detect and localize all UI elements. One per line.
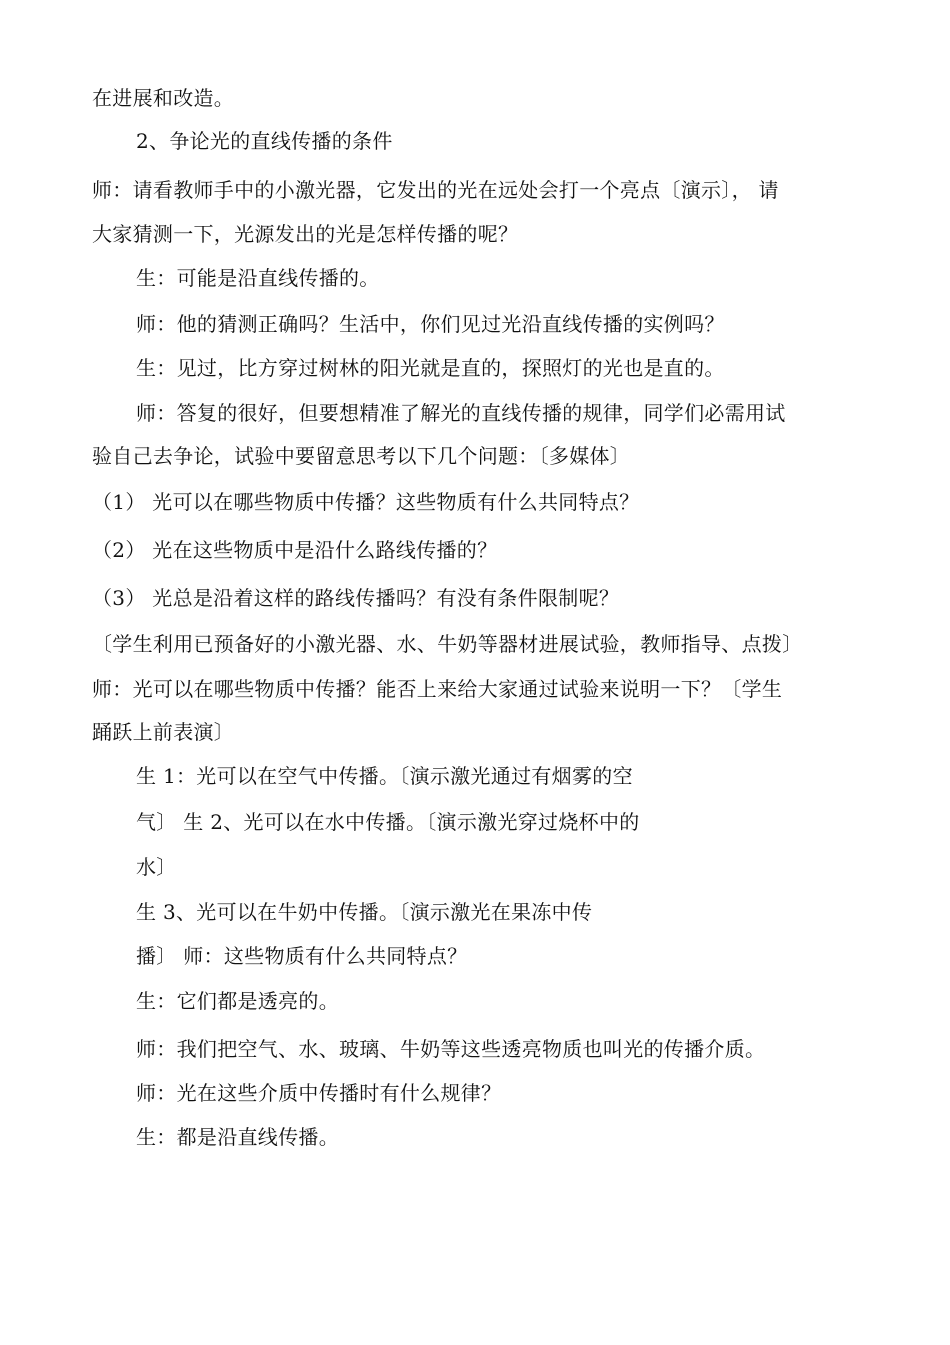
text-line: 师：请看教师手中的小激光器，它发出的光在远处会打一个亮点〔演示〕， 请: [92, 178, 779, 202]
text-line: 生：它们都是透亮的。: [136, 989, 339, 1013]
text-line: 生：都是沿直线传播。: [136, 1125, 339, 1149]
text-line: 生：见过，比方穿过树林的阳光就是直的，探照灯的光也是直的。: [136, 356, 725, 380]
text-line: 师：光可以在哪些物质中传播？能否上来给大家通过试验来说明一下？〔学生: [92, 677, 783, 701]
text-line: 播〕 师：这些物质有什么共同特点？: [136, 944, 468, 968]
text-line: 气〕 生 2、光可以在水中传播。〔演示激光穿过烧杯中的: [136, 810, 640, 834]
text-line: 大家猜测一下，光源发出的光是怎样传播的呢？: [92, 222, 519, 246]
text-line: 验自己去争论，试验中要留意思考以下几个问题：〔多媒体〕: [92, 444, 631, 468]
text-line: 水〕: [136, 855, 177, 879]
text-line: 生：可能是沿直线传播的。: [136, 266, 380, 290]
text-line: 师：他的猜测正确吗？生活中，你们见过光沿直线传播的实例吗？: [136, 312, 725, 336]
text-line: 〔学生利用已预备好的小激光器、水、牛奶等器材进展试验，教师指导、点拨〕: [92, 632, 803, 656]
list-item: （3） 光总是沿着这样的路线传播吗？有没有条件限制呢？: [92, 586, 620, 610]
text-line: 生 1：光可以在空气中传播。〔演示激光通过有烟雾的空: [136, 764, 633, 788]
text-line: 师：答复的很好，但要想精准了解光的直线传播的规律，同学们必需用试: [136, 401, 786, 425]
list-item: （1） 光可以在哪些物质中传播？这些物质有什么共同特点？: [92, 490, 640, 514]
text-line: 生 3、光可以在牛奶中传播。〔演示激光在果冻中传: [136, 900, 593, 924]
text-line: 师：光在这些介质中传播时有什么规律？: [136, 1081, 502, 1105]
text-line: 踊跃上前表演〕: [92, 720, 235, 744]
text-line: 师：我们把空气、水、玻璃、牛奶等这些透亮物质也叫光的传播介质。: [136, 1037, 766, 1061]
list-item: （2） 光在这些物质中是沿什么路线传播的？: [92, 538, 498, 562]
text-line: 在进展和改造。: [92, 86, 235, 110]
section-heading: 2、争论光的直线传播的条件: [136, 129, 393, 153]
